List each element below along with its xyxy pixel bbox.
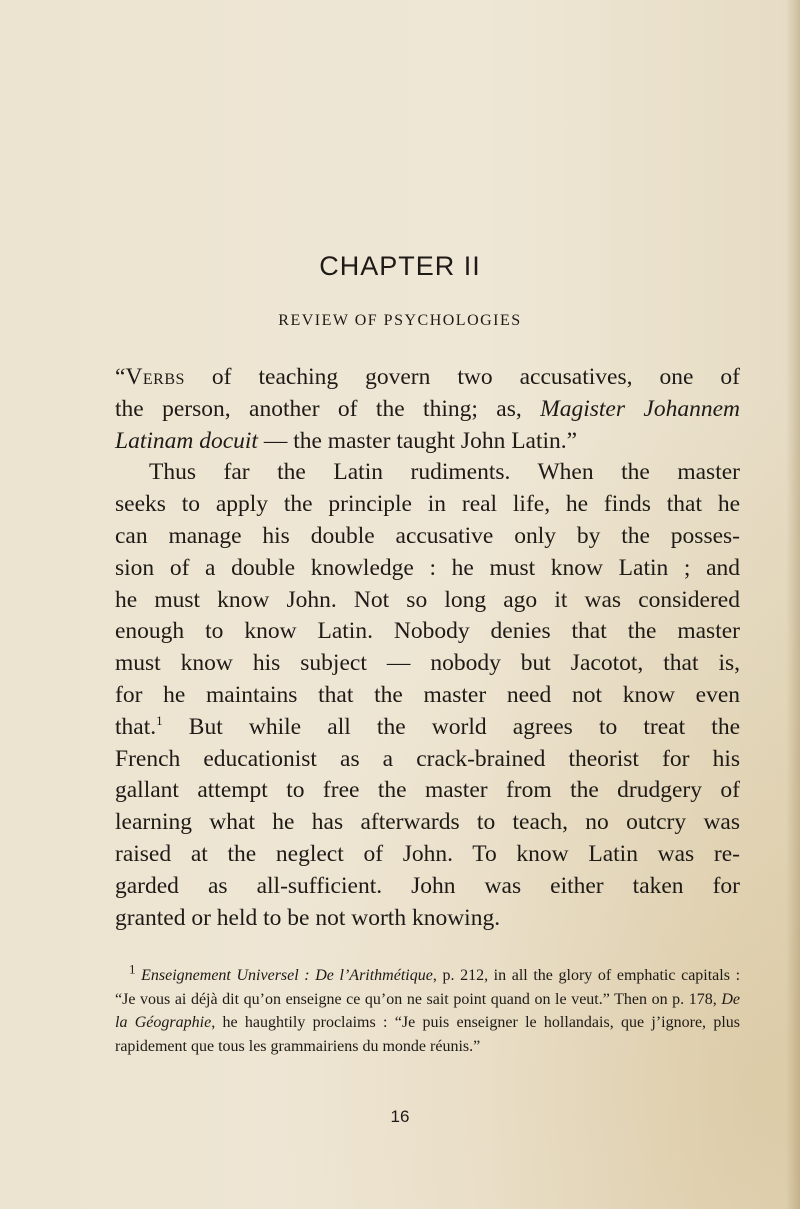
line-text: But while all the world agrees to treat the [162,713,740,740]
body-line: French educationist as a crack-brained theorist for his [115,745,740,772]
body-line: enough to know Latin. Nobody denies that the master [115,618,740,645]
line-text: of teaching govern two accusatives, one of [184,364,740,390]
footnote-text: , he haughtily proclaims : “Je puis enseigner le hollandais, que j’ignore, plus rapidement que tous les grammairiens du monde réunis.” [115,1014,741,1055]
open-quote: “ [115,364,126,390]
body-line: Thus far the Latin rudiments. When the master [149,459,740,486]
page-edge-shadow [786,0,800,1209]
page-number: 16 [390,1107,410,1126]
body-line: must know his subject — nobody but Jacotot, that is, [115,650,740,677]
body-line: for he maintains that the master need not know even [115,681,740,708]
line-text: that. [115,713,157,740]
body-line: granted or held to be not worth knowing. [115,904,501,931]
footnote-marker: 1 [129,961,136,977]
footnote-book-title: Enseignement Universel : De l’Arithmétique [141,967,433,984]
body-line [115,362,740,394]
body-line: can manage his double accusative only by the posses- [115,522,740,549]
body-paragraphs [115,362,740,934]
small-caps-word: Verbs [125,364,185,390]
body-line [115,426,740,458]
body-line: raised at the neglect of John. To know Latin was re- [115,840,740,867]
line-text: — the master taught John Latin.” [257,427,578,454]
section-title: REVIEW OF PSYCHOLOGIES [278,312,522,329]
latin-phrase: Magister Johannem [540,395,741,422]
body-line: seeks to apply the principle in real life, he finds that he [115,491,740,518]
footnote-book-title: De la Géographie [115,990,740,1032]
chapter-title: CHAPTER II [319,251,481,281]
footnote-reference: 1 [156,712,163,728]
latin-phrase: Latinam docuit [115,427,258,454]
body-line: he must know John. Not so long ago it was considered [115,586,740,613]
body-line [115,712,740,744]
body-line [115,394,740,426]
footnote-text: , p. 212, in all the glory of emphatic capitals : “Je vous ai déjà dit qu’on enseigne ce qu’on ne sait point quand on le veut.” Then on p. 178, [115,967,741,1008]
footnote [115,961,741,1058]
body-line: sion of a double knowledge : he must know Latin ; and [115,554,740,581]
body-line: gallant attempt to free the master from the drudgery of [115,777,740,804]
body-line: garded as all-sufficient. John was either taken for [115,872,740,899]
line-text: the person, another of the thing; as, [115,395,541,422]
body-line: learning what he has afterwards to teach, no outcry was [115,809,740,836]
